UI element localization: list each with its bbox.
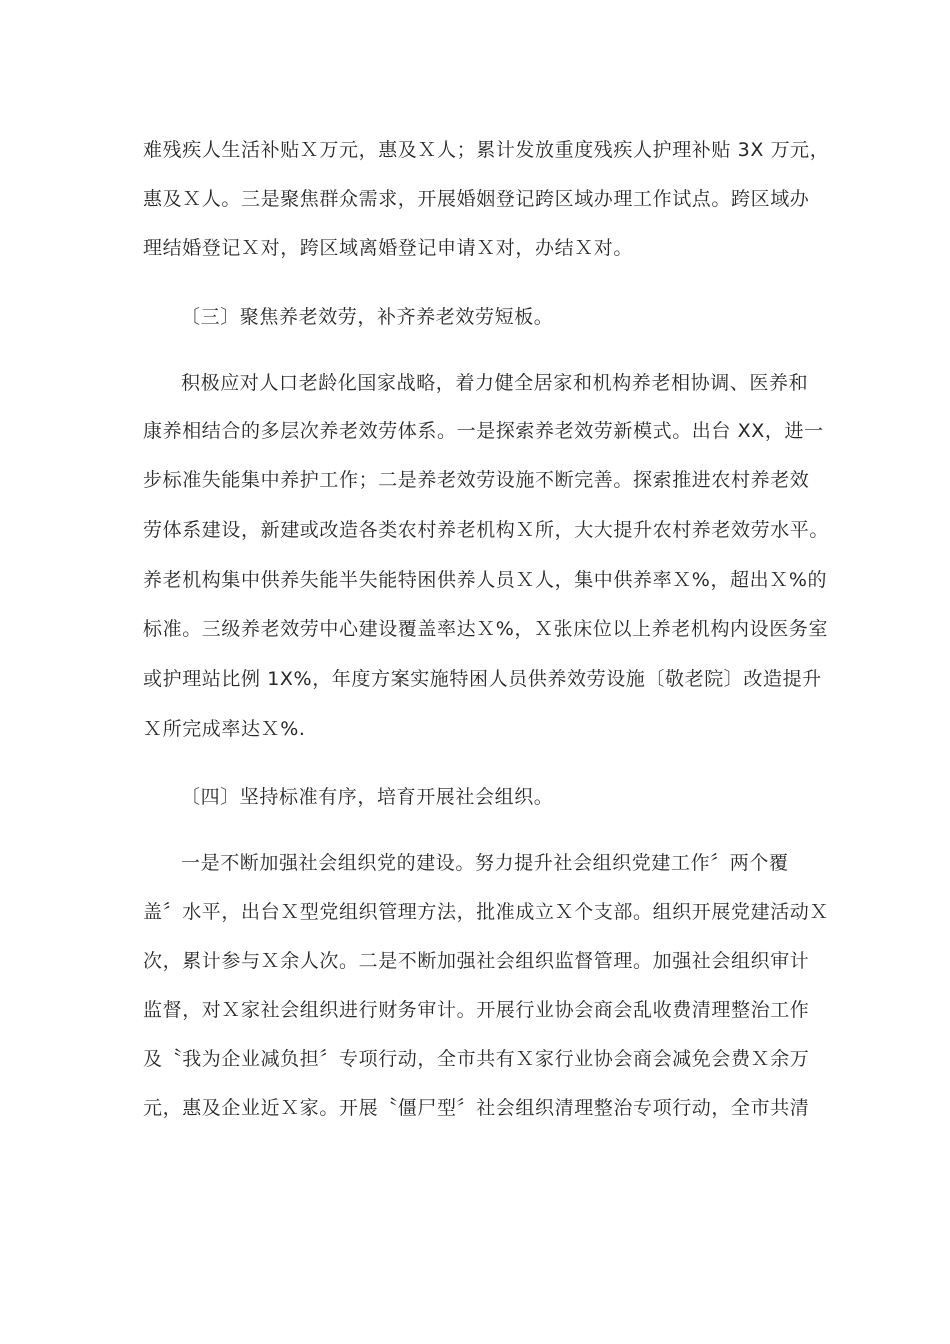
text-line: 元，惠及企业近Ｘ家。开展〝僵尸型〞社会组织清理整治专项行动，全市共清 — [143, 1097, 810, 1119]
text-line: 康养相结合的多层次养老效劳体系。一是探索养老效劳新模式。出台 XX，进一 — [143, 420, 824, 442]
text-line: 惠及Ｘ人。三是聚焦群众需求，开展婚姻登记跨区域办理工作试点。跨区域办 — [143, 188, 810, 210]
text-line: 次，累计参与Ｘ余人次。二是不断加强社会组织监督管理。加强社会组织审计 — [143, 950, 810, 972]
text-line: 或护理站比例 1X%，年度方案实施特困人员供养效劳设施〔敬老院〕改造提升 — [143, 668, 822, 690]
text-line: 标准。三级养老效劳中心建设覆盖率达Ｘ%，Ｘ张床位以上养老机构内设医务室 — [143, 618, 829, 640]
section-heading-three: 〔三〕聚焦养老效劳，补齐养老效劳短板。 — [181, 306, 554, 328]
text-line: Ｘ所完成率达Ｘ%. — [143, 718, 306, 740]
text-line: 难残疾人生活补贴Ｘ万元，惠及Ｘ人；累计发放重度残疾人护理补贴 3X 万元， — [143, 139, 830, 161]
text-line: 积极应对人口老龄化国家战略，着力健全居家和机构养老相协调、医养和 — [181, 372, 809, 394]
text-line: 理结婚登记Ｘ对，跨区域离婚登记申请Ｘ对，办结Ｘ对。 — [143, 237, 634, 259]
text-line: 劳体系建设，新建或改造各类农村养老机构Ｘ所，大大提升农村养老效劳水平。 — [143, 519, 830, 541]
section-heading-four: 〔四〕坚持标准有序，培育开展社会组织。 — [181, 786, 554, 808]
text-line: 及〝我为企业减负担〞专项行动，全市共有Ｘ家行业协会商会减免会费Ｘ余万 — [143, 1048, 810, 1070]
text-line: 一是不断加强社会组织党的建设。努力提升社会组织党建工作〞两个覆 — [181, 852, 789, 874]
text-line: 养老机构集中供养失能半失能特困供养人员Ｘ人，集中供养率Ｘ%，超出Ｘ%的 — [143, 569, 828, 591]
text-line: 盖〞水平，出台Ｘ型党组织管理方法，批准成立Ｘ个支部。组织开展党建活动Ｘ — [143, 901, 830, 923]
text-line: 监督，对Ｘ家社会组织进行财务审计。开展行业协会商会乱收费清理整治工作 — [143, 999, 810, 1021]
text-line: 步标准失能集中养护工作；二是养老效劳设施不断完善。探索推进农村养老效 — [143, 469, 810, 491]
